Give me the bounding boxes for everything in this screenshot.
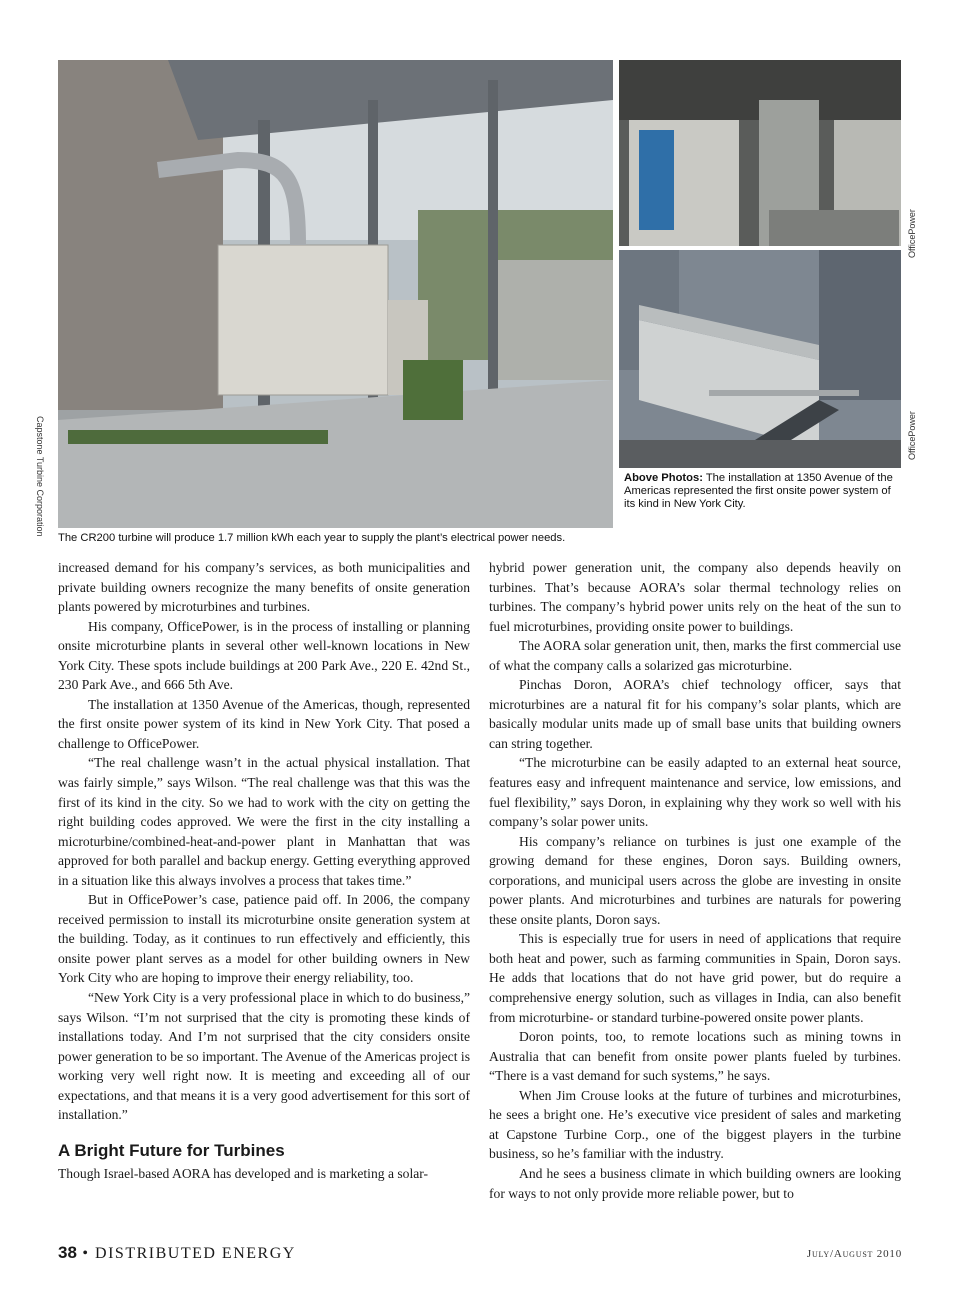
paragraph: The installation at 1350 Avenue of the Americas, though, represented the first onsite power system of its kind in New York City. That posed a challenge to OfficePower. bbox=[58, 696, 470, 751]
top-right-photo-credit: OfficePower bbox=[907, 209, 917, 258]
issue-date: July/August 2010 bbox=[806, 1248, 902, 1260]
page-number: 38 bbox=[58, 1243, 77, 1262]
paragraph: Doron points, too, to remote locations such as mining towns in Australia that can benefit from onsite power plants fueled by turbines. “There is a vast demand for such systems,” he says. bbox=[489, 1029, 901, 1084]
paragraph: Pinchas Doron, AORA’s chief technology officer, says that microturbines are a natural fit for his company’s solar plants, which are basically modular units made up of small base units that building owners can string together. bbox=[489, 677, 901, 751]
right-text-column bbox=[489, 558, 901, 1203]
top-right-photo-turbine-row bbox=[619, 60, 901, 246]
footer-bullet: • bbox=[82, 1245, 90, 1262]
paragraph: His company’s reliance on turbines is just one example of the growing demand for these engines, Doron says. Building owners, corporations, and municipal users across the globe are investing in onsite power plants. And microturbines and turbines are naturals for powering these onsite plants, Doron says. bbox=[489, 833, 901, 927]
right-caption-label: Above Photos: bbox=[624, 472, 703, 484]
paragraph: His company, OfficePower, is in the process of installing or planning onsite microturbine plants in several other well-known locations in New York City. These spots include buildings at 200 Park Ave., 220 E. 42nd St., 230 Park Ave., and 666 5th Ave. bbox=[58, 618, 470, 693]
main-photo-turbine-canopy bbox=[58, 60, 613, 528]
left-text-column bbox=[58, 558, 470, 1183]
bottom-right-photo-rooftop bbox=[619, 250, 901, 468]
paragraph: And he sees a business climate in which building owners are looking for ways to not only provide more reliable power, but to bbox=[489, 1165, 901, 1201]
paragraph: hybrid power generation unit, the company also depends heavily on turbines. That’s because AORA’s solar thermal technology relies on turbines. The company’s hybrid power units rely on the heat of the sun to fuel microturbines, providing onsite power to buildings. bbox=[489, 560, 901, 634]
main-photo-credit: Capstone Turbine Corporation bbox=[35, 416, 45, 537]
right-photos-caption bbox=[624, 472, 899, 511]
paragraph: “The microturbine can be easily adapted to an external heat source, features easy and infrequent maintenance and service, low emissions, and fuel flexibility,” says Doron, in explaining why they work so well with his company’s solar power units. bbox=[489, 755, 901, 830]
paragraph: “The real challenge wasn’t in the actual physical installation. That was fairly simple,” says Wilson. “The real challenge was that this was the first of its kind in the city. So we had to work with the city on getting the right building codes approved. We were the first in the city installing a microturbine/combined-heat-and-power plant in Manhattan that was approved for both parallel and backup energy. Getting everything approved in a situation like this always involves a process that takes time.” bbox=[58, 755, 470, 888]
paragraph: When Jim Crouse looks at the future of turbines and microturbines, he sees a bright one. He’s executive vice president of sales and marketing at Capstone Turbine Corp., one of the biggest players in the turbine business, so he’s familiar with the industry. bbox=[489, 1087, 901, 1162]
right-caption-text: The installation at 1350 Avenue of the Americas represented the first onsite power system of its kind in New York City. bbox=[624, 472, 893, 510]
magazine-name: DISTRIBUTED ENERGY bbox=[95, 1245, 296, 1262]
paragraph: increased demand for his company’s services, as both municipalities and private building owners recognize the many benefits of onsite generation plants powered by microturbines and turbines. bbox=[58, 560, 470, 615]
section-heading: A Bright Future for Turbines bbox=[58, 1140, 285, 1160]
paragraph: But in OfficePower’s case, patience paid off. In 2006, the company received permission to install its microturbine onsite generation system at the building. Today, as it continues to run effectively and efficiently, this onsite power plant serves as a model for other building owners in New York City who are hoping to improve their energy reliability, too. bbox=[58, 892, 470, 986]
paragraph: This is especially true for users in need of applications that require both heat and power, such as farming communities in Spain, Doron says. He adds that locations that do not have grid power, but do require a comprehensive energy solution, such as villages in India, can also benefit from microturbine- or standard turbine-powered onsite power plants. bbox=[489, 931, 901, 1025]
paragraph: The AORA solar generation unit, then, marks the first commercial use of what the company calls a solarized gas microturbine. bbox=[489, 638, 901, 673]
bottom-right-photo-credit: OfficePower bbox=[907, 411, 917, 460]
paragraph: Though Israel-based AORA has developed and is marketing a solar- bbox=[58, 1165, 429, 1181]
footer-folio bbox=[58, 1243, 296, 1263]
main-photo-caption: The CR200 turbine will produce 1.7 million kWh each year to supply the plant’s electrical power needs. bbox=[58, 532, 566, 544]
paragraph: “New York City is a very professional place in which to do business,” says Wilson. “I’m not surprised that the city is promoting these kinds of installations today. And I’m not surprised that the city considers onsite power generation to be so important. The Avenue of the Americas project is working very well right now. It is meeting and exceeding all of our expectations, and that means it is a very good advertisement for this sort of installation.” bbox=[58, 990, 470, 1123]
